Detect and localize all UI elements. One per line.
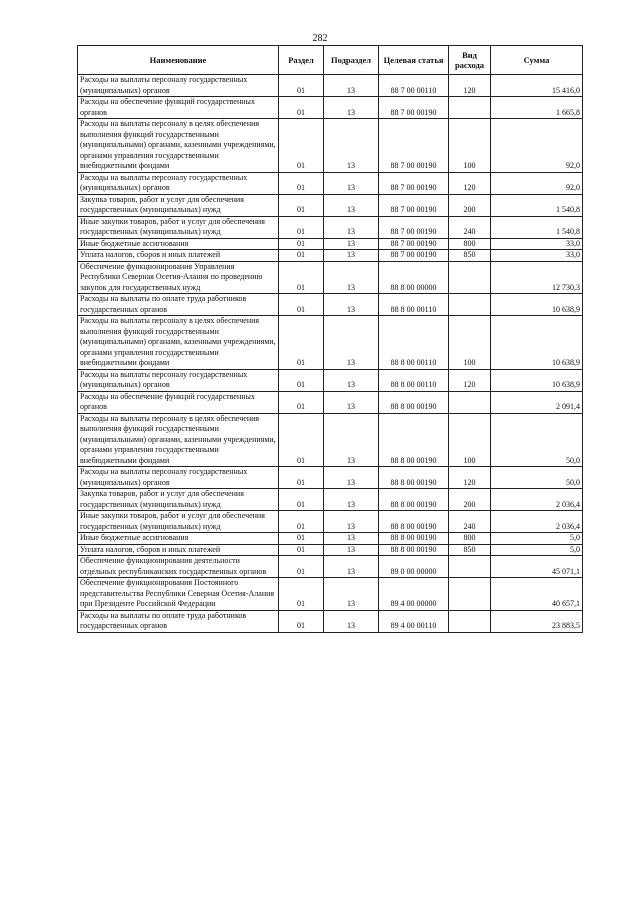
row-subsection: 13 (324, 261, 379, 294)
row-section: 01 (279, 369, 324, 391)
row-expense-type (449, 610, 491, 632)
row-subsection: 13 (324, 489, 379, 511)
header-expense-type: Вид расхода (449, 46, 491, 75)
row-target-article: 88 8 00 00190 (379, 391, 449, 413)
table-row (78, 610, 583, 632)
row-amount: 1 665,8 (491, 97, 583, 119)
row-expense-type: 100 (449, 119, 491, 173)
row-amount: 50,0 (491, 467, 583, 489)
row-name: Расходы на выплаты персоналу в целях обеспечения выполнения функций государственными (муниципальными) органами, казенными учреждениями, органами управления государственными внебюджетными фондами (78, 413, 279, 467)
row-target-article: 89 4 00 00110 (379, 610, 449, 632)
row-subsection: 13 (324, 544, 379, 556)
row-name: Уплата налогов, сборов и иных платежей (78, 250, 279, 262)
row-expense-type: 240 (449, 216, 491, 238)
row-amount: 2 091,4 (491, 391, 583, 413)
row-amount: 40 657,1 (491, 578, 583, 611)
row-name: Иные закупки товаров, работ и услуг для обеспечения государственных (муниципальных) нужд (78, 216, 279, 238)
table-row (78, 544, 583, 556)
row-amount: 33,0 (491, 238, 583, 250)
row-target-article: 88 8 00 00110 (379, 316, 449, 370)
row-target-article: 88 7 00 00190 (379, 238, 449, 250)
row-section: 01 (279, 250, 324, 262)
row-section: 01 (279, 556, 324, 578)
row-amount: 2 036,4 (491, 511, 583, 533)
row-expense-type: 100 (449, 413, 491, 467)
row-amount: 15 416,0 (491, 75, 583, 97)
row-target-article: 88 8 00 00190 (379, 544, 449, 556)
table-header-row (78, 46, 583, 75)
row-subsection: 13 (324, 238, 379, 250)
row-section: 01 (279, 216, 324, 238)
row-subsection: 13 (324, 316, 379, 370)
row-amount: 23 883,5 (491, 610, 583, 632)
row-expense-type: 800 (449, 533, 491, 545)
table-row (78, 261, 583, 294)
table-row (78, 75, 583, 97)
row-name: Обеспечение функционирования Постоянного представительства Республики Северная Осетия-Алания при Президенте Российской Федерации (78, 578, 279, 611)
row-amount: 45 071,1 (491, 556, 583, 578)
row-expense-type: 850 (449, 544, 491, 556)
row-name: Иные бюджетные ассигнования (78, 238, 279, 250)
header-section: Раздел (279, 46, 324, 75)
table-row (78, 369, 583, 391)
row-section: 01 (279, 238, 324, 250)
row-name: Расходы на выплаты по оплате труда работников государственных органов (78, 610, 279, 632)
row-subsection: 13 (324, 556, 379, 578)
row-subsection: 13 (324, 216, 379, 238)
row-name: Расходы на выплаты персоналу государственных (муниципальных) органов (78, 467, 279, 489)
table-row (78, 511, 583, 533)
row-subsection: 13 (324, 194, 379, 216)
row-section: 01 (279, 467, 324, 489)
table-row (78, 533, 583, 545)
row-subsection: 13 (324, 610, 379, 632)
row-subsection: 13 (324, 250, 379, 262)
table-row (78, 294, 583, 316)
row-expense-type: 120 (449, 369, 491, 391)
row-expense-type (449, 391, 491, 413)
row-section: 01 (279, 119, 324, 173)
table-row (78, 489, 583, 511)
row-name: Расходы на выплаты персоналу в целях обеспечения выполнения функций государственными (муниципальными) органами, казенными учреждениями, органами управления государственными внебюджетными фондами (78, 316, 279, 370)
row-amount: 33,0 (491, 250, 583, 262)
row-subsection: 13 (324, 75, 379, 97)
header-name: Наименование (78, 46, 279, 75)
row-target-article: 88 7 00 00190 (379, 172, 449, 194)
row-name: Обеспечение функционирования деятельности отдельных республиканских государственных органов (78, 556, 279, 578)
row-target-article: 88 8 00 00190 (379, 467, 449, 489)
table-row (78, 391, 583, 413)
table-row (78, 250, 583, 262)
header-target-article: Целевая статья (379, 46, 449, 75)
row-name: Уплата налогов, сборов и иных платежей (78, 544, 279, 556)
row-expense-type: 850 (449, 250, 491, 262)
row-expense-type: 120 (449, 75, 491, 97)
row-expense-type (449, 556, 491, 578)
row-subsection: 13 (324, 467, 379, 489)
page-number: 282 (312, 33, 328, 44)
row-subsection: 13 (324, 119, 379, 173)
row-section: 01 (279, 511, 324, 533)
row-name: Расходы на выплаты по оплате труда работников государственных органов (78, 294, 279, 316)
row-target-article: 88 8 00 00110 (379, 369, 449, 391)
row-name: Расходы на выплаты персоналу государственных (муниципальных) органов (78, 75, 279, 97)
row-section: 01 (279, 75, 324, 97)
table-row (78, 413, 583, 467)
table-row (78, 216, 583, 238)
row-amount: 1 540,8 (491, 194, 583, 216)
table-row (78, 578, 583, 611)
row-amount: 50,0 (491, 413, 583, 467)
row-subsection: 13 (324, 97, 379, 119)
row-section: 01 (279, 316, 324, 370)
table-row (78, 194, 583, 216)
row-expense-type (449, 578, 491, 611)
row-section: 01 (279, 413, 324, 467)
row-subsection: 13 (324, 369, 379, 391)
row-section: 01 (279, 610, 324, 632)
header-subsection: Подраздел (324, 46, 379, 75)
row-name: Закупка товаров, работ и услуг для обеспечения государственных (муниципальных) нужд (78, 194, 279, 216)
row-target-article: 88 8 00 00190 (379, 489, 449, 511)
row-expense-type: 100 (449, 316, 491, 370)
row-amount: 12 730,3 (491, 261, 583, 294)
row-expense-type: 800 (449, 238, 491, 250)
row-target-article: 89 0 00 00000 (379, 556, 449, 578)
row-section: 01 (279, 294, 324, 316)
row-expense-type (449, 294, 491, 316)
row-name: Расходы на выплаты персоналу государственных (муниципальных) органов (78, 172, 279, 194)
row-target-article: 88 8 00 00190 (379, 413, 449, 467)
row-target-article: 89 4 00 00000 (379, 578, 449, 611)
row-section: 01 (279, 261, 324, 294)
row-subsection: 13 (324, 413, 379, 467)
table-row (78, 172, 583, 194)
row-section: 01 (279, 533, 324, 545)
row-target-article: 88 8 00 00000 (379, 261, 449, 294)
row-section: 01 (279, 97, 324, 119)
row-target-article: 88 8 00 00110 (379, 294, 449, 316)
row-target-article: 88 7 00 00110 (379, 75, 449, 97)
header-amount: Сумма (491, 46, 583, 75)
row-name: Закупка товаров, работ и услуг для обеспечения государственных (муниципальных) нужд (78, 489, 279, 511)
row-amount: 92,0 (491, 172, 583, 194)
row-target-article: 88 7 00 00190 (379, 216, 449, 238)
table-row (78, 238, 583, 250)
table-row (78, 97, 583, 119)
row-subsection: 13 (324, 172, 379, 194)
row-section: 01 (279, 489, 324, 511)
row-target-article: 88 7 00 00190 (379, 97, 449, 119)
row-section: 01 (279, 194, 324, 216)
row-expense-type: 120 (449, 467, 491, 489)
row-target-article: 88 7 00 00190 (379, 119, 449, 173)
row-subsection: 13 (324, 391, 379, 413)
row-target-article: 88 8 00 00190 (379, 511, 449, 533)
row-amount: 92,0 (491, 119, 583, 173)
table-row (78, 556, 583, 578)
row-target-article: 88 8 00 00190 (379, 533, 449, 545)
row-expense-type: 200 (449, 489, 491, 511)
row-subsection: 13 (324, 511, 379, 533)
budget-table (77, 45, 583, 633)
row-name: Иные бюджетные ассигнования (78, 533, 279, 545)
table-row (78, 316, 583, 370)
row-expense-type: 200 (449, 194, 491, 216)
row-name: Иные закупки товаров, работ и услуг для обеспечения государственных (муниципальных) нужд (78, 511, 279, 533)
row-expense-type: 120 (449, 172, 491, 194)
row-amount: 5,0 (491, 544, 583, 556)
row-name: Расходы на выплаты персоналу государственных (муниципальных) органов (78, 369, 279, 391)
row-amount: 5,0 (491, 533, 583, 545)
row-name: Расходы на выплаты персоналу в целях обеспечения выполнения функций государственными (муниципальными) органами, казенными учреждениями, органами управления государственными внебюджетными фондами (78, 119, 279, 173)
row-expense-type (449, 261, 491, 294)
row-amount: 1 540,8 (491, 216, 583, 238)
row-section: 01 (279, 578, 324, 611)
row-name: Расходы на обеспечение функций государственных органов (78, 391, 279, 413)
row-expense-type (449, 97, 491, 119)
table-row (78, 119, 583, 173)
row-section: 01 (279, 544, 324, 556)
row-name: Обеспечение функционирования Управления Республики Северная Осетия-Алания по проведению закупок для государственных нужд (78, 261, 279, 294)
row-target-article: 88 7 00 00190 (379, 194, 449, 216)
row-subsection: 13 (324, 294, 379, 316)
row-amount: 10 638,9 (491, 316, 583, 370)
row-name: Расходы на обеспечение функций государственных органов (78, 97, 279, 119)
row-amount: 2 036,4 (491, 489, 583, 511)
row-subsection: 13 (324, 533, 379, 545)
row-expense-type: 240 (449, 511, 491, 533)
row-target-article: 88 7 00 00190 (379, 250, 449, 262)
row-section: 01 (279, 391, 324, 413)
row-subsection: 13 (324, 578, 379, 611)
row-section: 01 (279, 172, 324, 194)
row-amount: 10 638,9 (491, 294, 583, 316)
table-row (78, 467, 583, 489)
row-amount: 10 638,9 (491, 369, 583, 391)
